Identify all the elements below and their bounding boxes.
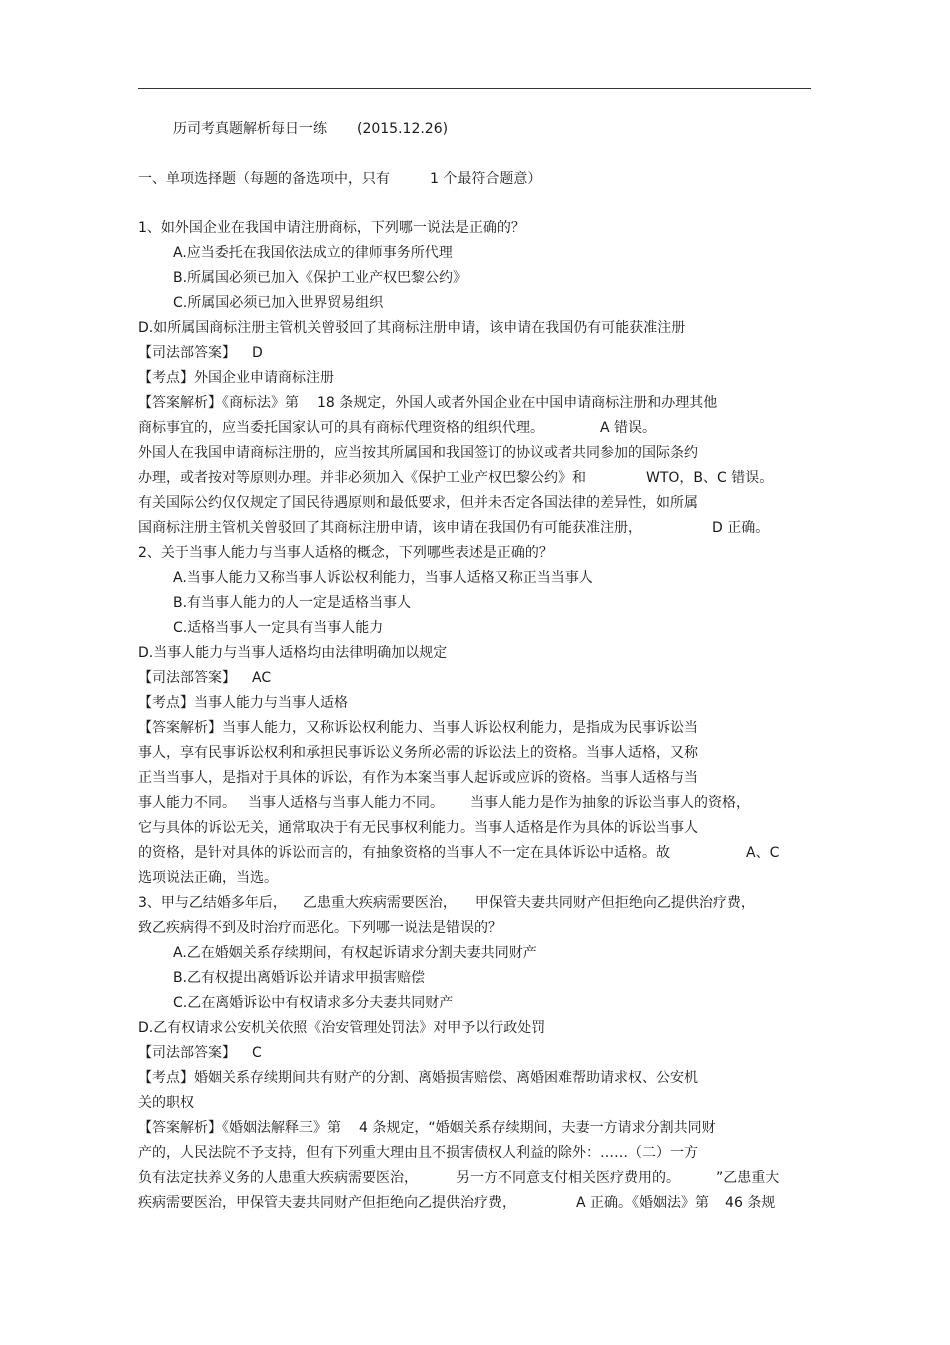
- q3-point-1: 【考点】婚姻关系存续期间共有财产的分割、离婚损害赔偿、离婚困难帮助请求权、公安机: [138, 1070, 698, 1086]
- q1-explanation-2: 商标事宜的，应当委托国家认可的具有商标代理资格的组织代理。 A 错误。: [138, 420, 657, 436]
- q2-explanation-6: 的资格，是针对具体的诉讼而言的，有抽象资格的当事人不一定在具体诉讼中适格。故 A、C: [138, 845, 780, 861]
- q3-option-c: C.乙在离婚诉讼中有权请求多分夫妻共同财产: [173, 995, 454, 1011]
- q2-option-c: C.适格当事人一定具有当事人能力: [173, 620, 384, 636]
- q1-answer: 【司法部答案】 D: [138, 345, 263, 361]
- q1-explanation-3: 外国人在我国申请商标注册的，应当按其所属国和我国签订的协议或者共同参加的国际条约: [138, 445, 698, 461]
- document-title: 历司考真题解析每日一练 (2015.12.26): [173, 121, 449, 137]
- q1-stem: 1、如外国企业在我国申请注册商标，下列哪一说法是正确的？: [138, 220, 525, 236]
- document-date: (2015.12.26): [357, 121, 449, 137]
- q2-option-a: A.当事人能力又称当事人诉讼权利能力，当事人适格又称正当当事人: [173, 570, 593, 586]
- q2-point: 【考点】当事人能力与当事人适格: [138, 695, 348, 711]
- q2-explanation-2: 事人，享有民事诉讼权利和承担民事诉讼义务所必需的诉讼法上的资格。当事人适格，又称: [138, 745, 698, 761]
- q1-explanation-1: 【答案解析】《商标法》第 18 条规定，外国人或者外国企业在中国申请商标注册和办理其他: [138, 395, 718, 411]
- q2-explanation-4: 事人能力不同。 当事人适格与当事人能力不同。 当事人能力是作为抽象的诉讼当事人的资格，: [138, 795, 750, 811]
- q3-option-b: B.乙有权提出离婚诉讼并请求甲损害赔偿: [173, 970, 426, 986]
- q1-explanation-5: 有关国际公约仅仅规定了国民待遇原则和最低要求，但并未否定各国法律的差异性，如所属: [138, 495, 698, 511]
- q1-explanation-6: 国商标注册主管机关曾驳回了其商标注册申请，该申请在我国仍有可能获准注册， D 正确。: [138, 520, 770, 536]
- q2-explanation-7: 选项说法正确，当选。: [138, 870, 278, 886]
- q3-stem-2: 致乙疾病得不到及时治疗而恶化。下列哪一说法是错误的？: [138, 920, 502, 936]
- q3-answer: 【司法部答案】 C: [138, 1045, 262, 1061]
- q1-option-b: B.所属国必须已加入《保护工业产权巴黎公约》: [173, 270, 468, 286]
- q3-explanation-2: 产的，人民法院不予支持，但有下列重大理由且不损害债权人利益的除外：……（二）一方: [138, 1145, 698, 1161]
- q3-explanation-3: 负有法定扶养义务的人患重大疾病需要医治， 另一方不同意支付相关医疗费用的。 ”乙患重大: [138, 1170, 780, 1186]
- q2-answer: 【司法部答案】 AC: [138, 670, 272, 686]
- q1-option-d: D.如所属国商标注册主管机关曾驳回了其商标注册申请，该申请在我国仍有可能获准注册: [138, 320, 686, 336]
- q3-option-d: D.乙有权请求公安机关依照《治安管理处罚法》对甲予以行政处罚: [138, 1020, 546, 1036]
- q2-option-b: B.有当事人能力的人一定是适格当事人: [173, 595, 412, 611]
- q2-option-d: D.当事人能力与当事人适格均由法律明确加以规定: [138, 645, 448, 661]
- q2-explanation-1: 【答案解析】当事人能力，又称诉讼权利能力、当事人诉讼权利能力，是指成为民事诉讼当: [138, 720, 698, 736]
- q3-point-2: 关的职权: [138, 1095, 194, 1111]
- q3-explanation-1: 【答案解析】《婚姻法解释三》第 4 条规定，“婚姻关系存续期间，夫妻一方请求分割共同财: [138, 1120, 716, 1136]
- q3-stem-1: 3、甲与乙结婚多年后， 乙患重大疾病需要医治， 甲保管夫妻共同财产但拒绝向乙提供治疗费，: [138, 895, 755, 911]
- q2-explanation-3: 正当当事人，是指对于具体的诉讼，有作为本案当事人起诉或应诉的资格。当事人适格与当: [138, 770, 698, 786]
- q3-explanation-4: 疾病需要医治，甲保管夫妻共同财产但拒绝向乙提供治疗费， A 正确。《婚姻法》第 46 条规: [138, 1195, 776, 1211]
- q2-explanation-5: 它与具体的诉讼无关，通常取决于有无民事权利能力。当事人适格是作为具体的诉讼当事人: [138, 820, 698, 836]
- section-heading: 一、单项选择题（每题的备选项中，只有 1 个最符合题意）: [138, 171, 542, 187]
- q1-explanation-4: 办理，或者按对等原则办理。并非必须加入《保护工业产权巴黎公约》和 WTO，B、C 错误。: [138, 470, 774, 486]
- q2-stem: 2、关于当事人能力与当事人适格的概念，下列哪些表述是正确的？: [138, 545, 553, 561]
- top-rule: [138, 88, 811, 89]
- q1-option-c: C.所属国必须已加入世界贸易组织: [173, 295, 384, 311]
- q1-point: 【考点】外国企业申请商标注册: [138, 370, 334, 386]
- q3-option-a: A.乙在婚姻关系存续期间，有权起诉请求分割夫妻共同财产: [173, 945, 537, 961]
- q1-option-a: A.应当委托在我国依法成立的律师事务所代理: [173, 245, 453, 261]
